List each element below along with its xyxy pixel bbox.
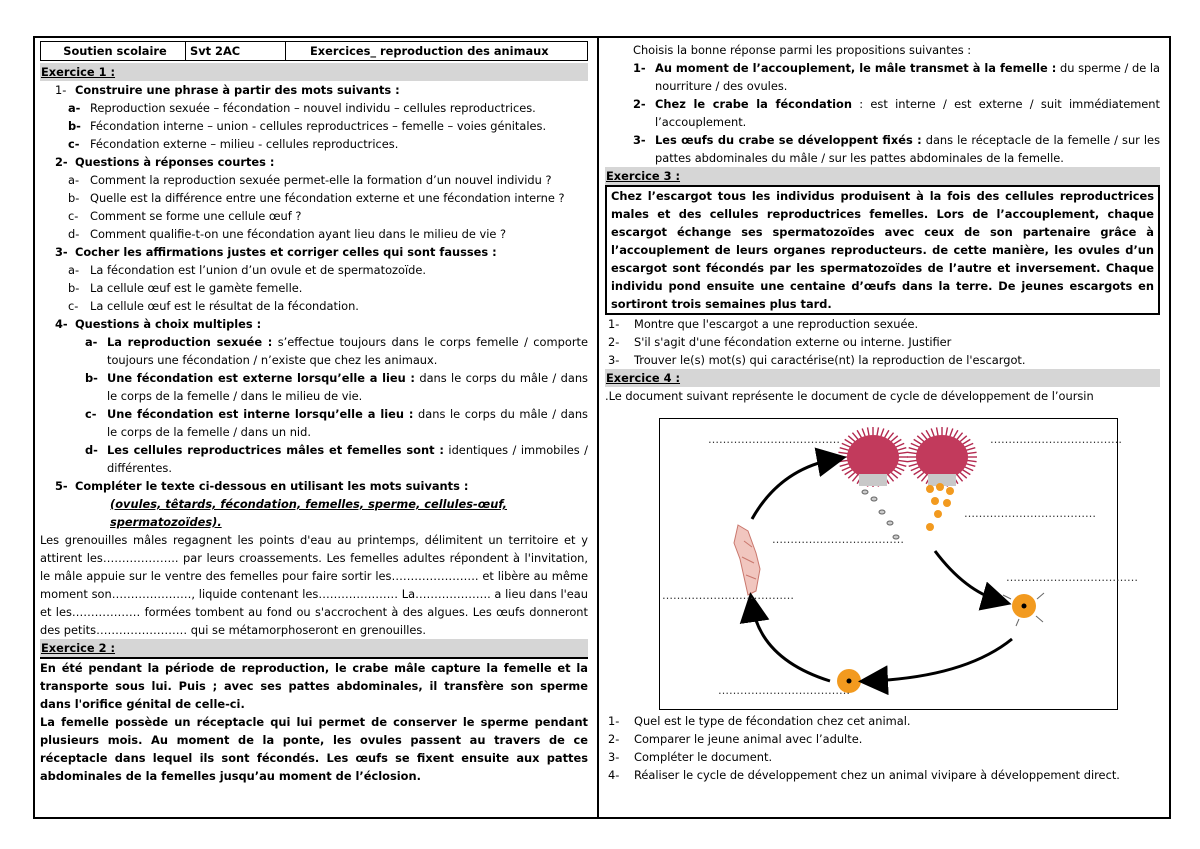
list-item [40,207,588,225]
list-item [605,95,1160,131]
list-item [40,261,588,279]
blank-label-5: ……………………………… [1006,571,1138,584]
item-label: a- [85,335,98,349]
item-label: b- [85,371,98,385]
item-label: d- [68,227,80,241]
list-item [605,730,1150,748]
item-label: 4- [608,768,620,782]
item-stem: Les cellules reproductrices mâles et femelles sont : [107,443,444,457]
item-text: Comment se forme une cellule œuf ? [90,209,302,223]
ex4-intro: .Le document suivant représente le document de cycle de développement de l’oursin [605,389,1094,403]
item-text [655,131,1160,167]
ex2-intro: Choisis la bonne réponse parmi les propositions suivantes : [633,43,972,57]
exercise-3-title: Exercice 3 : [605,167,1160,185]
item-stem: Les œufs du crabe se développent fixés : [655,133,922,147]
list-item [40,117,588,135]
item-options: s’effectue toujours dans le corps femelle / comporte toujours une fécondation / n’existe que chez les animaux. [107,335,588,367]
q-number: 5- [55,479,68,493]
ex1-q2 [40,153,588,171]
item-text [107,441,588,477]
item-label: 1- [633,61,646,75]
q-number: 1- [55,83,67,97]
pluteus-larva [734,525,760,595]
list-item [40,297,588,315]
list-item [40,189,588,207]
item-text [107,369,588,405]
item-options: dans le réceptacle de la femelle / sur les pattes abdominales du mâle / sur les pattes abdominales de la femelle. [655,133,1161,165]
item-options: dans le corps du mâle / dans le corps de la femelle / dans le milieu de vie. [107,371,588,403]
item-text: La cellule œuf est le gamète femelle. [90,281,303,295]
left-column [40,41,588,785]
frog-paragraph: Les grenouilles mâles regagnent les points d'eau au printemps, délimitent un territoire et y attirent les……………….. par leurs croassements. Les femelles adultes répondent à l'invitation, le mâle appuie sur le ventre des femelles pour faire sortir les………………….. et libère au même moment son…………………, liquide contenant les………………… La……………….. a lieu dans l'eau et les……………… formées tombent au fond ou s'accrochent à des algues. Les œufs donneront des petits…………………… qui se métamorphoseront en grenouilles. [40,533,588,637]
fertilization-egg [1003,593,1044,626]
header-level: Svt 2AC [186,42,286,60]
cycle-diagram [660,419,1138,709]
item-label: a- [68,101,81,115]
ex1-q4 [40,315,588,333]
ex1-q1 [40,81,588,99]
item-stem: Au moment de l’accouplement, le mâle transmet à la femelle : [655,61,1057,75]
crab-paragraph-1: En été pendant la période de reproduction, le crabe mâle capture la femelle et la transporte sous lui. Puis ; avec ses pattes abdominales, il transfère son sperme dans l'orifice génital de celle-ci. [40,657,588,713]
ex1-q3 [40,243,588,261]
blank-label-7: ……………………………… [718,684,850,697]
q-number: 3- [55,245,68,259]
item-text: La cellule œuf est le résultat de la fécondation. [90,299,359,313]
item-label: 2- [608,335,620,349]
exercise-4-title: Exercice 4 : [605,369,1160,387]
q-text: Cocher les affirmations justes et corriger celles qui sont fausses : [75,245,497,259]
q-text: Construire une phrase à partir des mots suivants : [75,83,400,97]
blank-label-3: ……………………………… [964,507,1096,520]
crab-paragraph-2: La femelle possède un réceptacle qui lui permet de conserver le sperme pendant plusieurs mois. Au moment de la ponte, les ovules passent au travers de ce réceptacle dans lequel ils sont fécondés. Les œufs se fixent ensuite aux pattes abdominales de la femelles jusqu’au moment de l’éclosion. [40,715,588,783]
q-number: 4- [55,317,68,331]
item-label: 1- [608,714,620,728]
item-label: 3- [633,133,646,147]
arrow-to-fertilization [935,551,1000,601]
item-options: : est interne / est externe / suit immédiatement l’accouplement. [655,97,1160,129]
item-stem: Chez le crabe la fécondation [655,97,852,111]
item-text [107,405,588,441]
snail-text: Chez l’escargot tous les individus produisent à la fois des cellules reproductrices males et des cellules reproductrices femelles. Lors de l’accouplement, chaque escargot échange ses spermatozoïdes avec ceux de son partenaire grâce à l’accouplement de leurs organes reproducteurs. de cette manière, les ovules d’un escargot sont fécondés par les spermatozoïdes de l’autre et inversement. Chaque individu pond ensuite une centaine d’œufs dans la terre. De jeunes escargots en sortiront trois semaines plus tard. [605,185,1160,315]
blank-label-1: ……………………………… [708,433,840,446]
item-label: b- [68,191,80,205]
item-text: Comment qualifie-t-on une fécondation ayant lieu dans le milieu de vie ? [90,227,507,241]
item-label: c- [68,299,79,313]
list-item [605,351,1160,369]
list-item [40,99,588,117]
item-text: Quel est le type de fécondation chez cet animal. [634,714,911,728]
item-text [655,95,1160,131]
item-label: 3- [608,353,620,367]
item-options: identiques / immobiles / différentes. [107,443,588,475]
list-item [605,333,1160,351]
item-label: a- [68,263,80,277]
blank-label-2: ……………………………… [990,433,1122,446]
list-item [605,59,1160,95]
item-text: Réaliser le cycle de développement chez un animal vivipare à développement direct. [634,768,1120,782]
item-stem: Une fécondation est externe lorsqu’elle a lieu : [107,371,415,385]
right-column [605,41,1160,405]
item-options: dans le corps du mâle / dans le corps de la femelle / dans un nid. [107,407,588,439]
list-item [40,225,588,243]
blank-label-4: ……………………………… [772,533,904,546]
q-number: 2- [55,155,68,169]
ex1-q5 [40,477,588,495]
list-item [605,315,1160,333]
list-item [605,712,1150,730]
item-text: La fécondation est l’union d’un ovule et de spermatozoïde. [90,263,427,277]
item-label: c- [68,209,79,223]
adult-male-urchin [838,427,908,487]
item-label: b- [68,281,80,295]
list-item [40,279,588,297]
list-item [605,766,1150,784]
arrow-to-larva [752,604,830,681]
header-table [40,41,588,61]
item-label: 3- [608,750,620,764]
item-text: S'il s'agit d'une fécondation externe ou interne. Justifier [634,335,952,349]
exercise-2-title: Exercice 2 : [40,639,588,657]
item-label: c- [68,137,80,151]
ex4-questions [605,712,1150,784]
exercise-1-title: Exercice 1 : [40,63,588,81]
list-item [40,369,588,405]
q-text: Questions à réponses courtes : [75,155,275,169]
item-text: Fécondation externe – milieu - cellules reproductrices. [90,137,399,151]
list-item [40,333,588,369]
word-list: (ovules, têtards, fécondation, femelles, sperme, cellules-œuf, spermatozoïdes). [110,497,508,529]
item-text: Trouver le(s) mot(s) qui caractérise(nt) la reproduction de l'escargot. [634,353,1026,367]
item-text: Comparer le jeune animal avec l’adulte. [634,732,863,746]
item-text: Montre que l'escargot a une reproduction sexuée. [634,317,919,331]
item-stem: La reproduction sexuée : [107,335,273,349]
item-text: Comment la reproduction sexuée permet-elle la formation d’un nouvel individu ? [90,173,552,187]
item-label: d- [85,443,98,457]
item-stem: Une fécondation est interne lorsqu’elle a lieu : [107,407,414,421]
item-label: 2- [608,732,620,746]
arrow-to-adult [752,459,835,519]
arrow-to-zygote [870,639,1012,681]
item-text: Fécondation interne – union - cellules reproductrices – femelle – voies génitales. [90,119,547,133]
sperm-cells [862,490,899,539]
item-label: 1- [608,317,620,331]
item-label: b- [68,119,81,133]
item-text: Quelle est la différence entre une fécondation externe et une fécondation interne ? [90,191,565,205]
column-divider [597,38,599,819]
list-item [40,135,588,153]
item-text: Compléter le document. [634,750,773,764]
header-course: Soutien scolaire [41,42,186,60]
q-text: Compléter le texte ci-dessous en utilisant les mots suivants : [75,479,469,493]
list-item [40,171,588,189]
list-item [40,405,588,441]
adult-female-urchin [907,427,977,487]
item-label: 2- [633,97,646,111]
item-text [655,59,1160,95]
released-eggs [926,483,954,531]
header-topic: Exercices_ reproduction des animaux [310,44,549,58]
item-label: c- [85,407,97,421]
blank-label-6: ……………………………… [662,589,794,602]
item-text: Reproduction sexuée – fécondation – nouvel individu – cellules reproductrices. [90,101,536,115]
list-item [605,131,1160,167]
sea-urchin-cycle-figure [659,418,1138,710]
list-item [40,441,588,477]
item-label: a- [68,173,80,187]
item-text [107,333,588,369]
q-text: Questions à choix multiples : [75,317,262,331]
item-options: du sperme / de la nourriture / des ovules. [655,61,1160,93]
list-item [605,748,1150,766]
